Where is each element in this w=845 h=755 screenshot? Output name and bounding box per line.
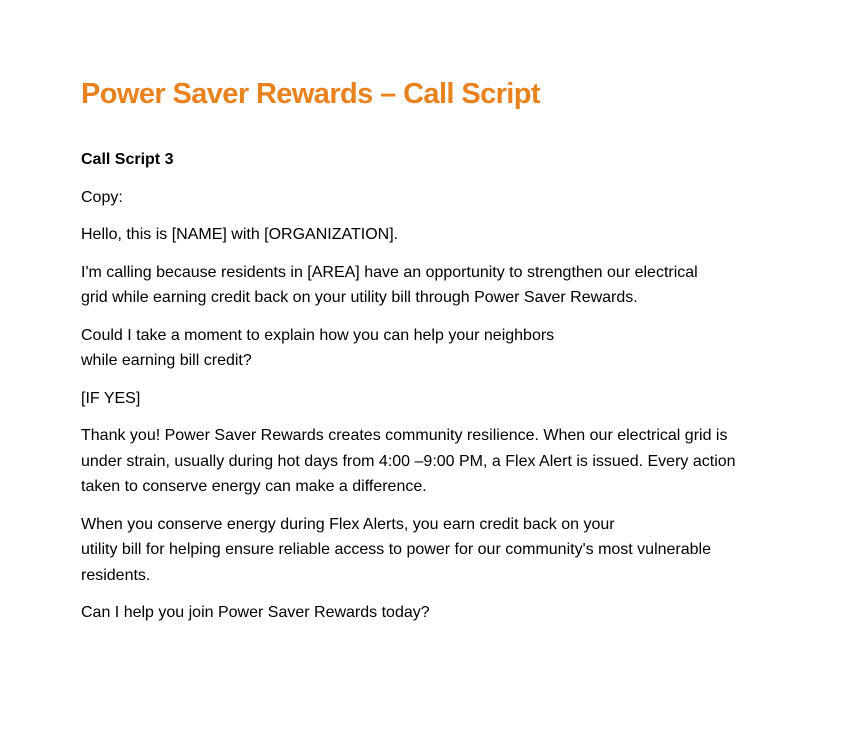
greeting-paragraph: Hello, this is [NAME] with [ORGANIZATION].	[81, 226, 399, 243]
benefit-line: utility bill for helping ensure reliable access to power for our community's most vulnerable	[81, 541, 712, 558]
copy-label: Copy:	[81, 188, 123, 206]
explanation-line: Thank you! Power Saver Rewards creates community resilience. When our electrical grid is	[81, 427, 728, 444]
explanation-line: taken to conserve energy can make a difference.	[81, 478, 427, 495]
explanation-line: under strain, usually during hot days from 4:00 –9:00 PM, a Flex Alert is issued. Every action	[81, 452, 736, 470]
reason-line: I'm calling because residents in [AREA] have an opportunity to strengthen our electrical	[81, 263, 698, 281]
condition-paragraph: [IF YES]	[81, 389, 141, 407]
document-title: Power Saver Rewards – Call Script	[81, 78, 540, 110]
benefit-line: When you conserve energy during Flex Alerts, you earn credit back on your	[81, 515, 615, 533]
question-line: while earning bill credit?	[81, 352, 252, 369]
explanation-paragraph	[81, 423, 801, 500]
question-line: Could I take a moment to explain how you can help your neighbors	[81, 326, 555, 344]
benefit-line: residents.	[81, 566, 151, 584]
closing-paragraph: Can I help you join Power Saver Rewards today?	[81, 604, 430, 621]
benefit-paragraph	[81, 512, 801, 589]
reason-paragraph	[81, 260, 801, 311]
script-subheading: Call Script 3	[81, 151, 174, 168]
reason-line: grid while earning credit back on your utility bill through Power Saver Rewards.	[81, 289, 638, 306]
question-paragraph	[81, 323, 801, 374]
document-body	[81, 147, 801, 638]
